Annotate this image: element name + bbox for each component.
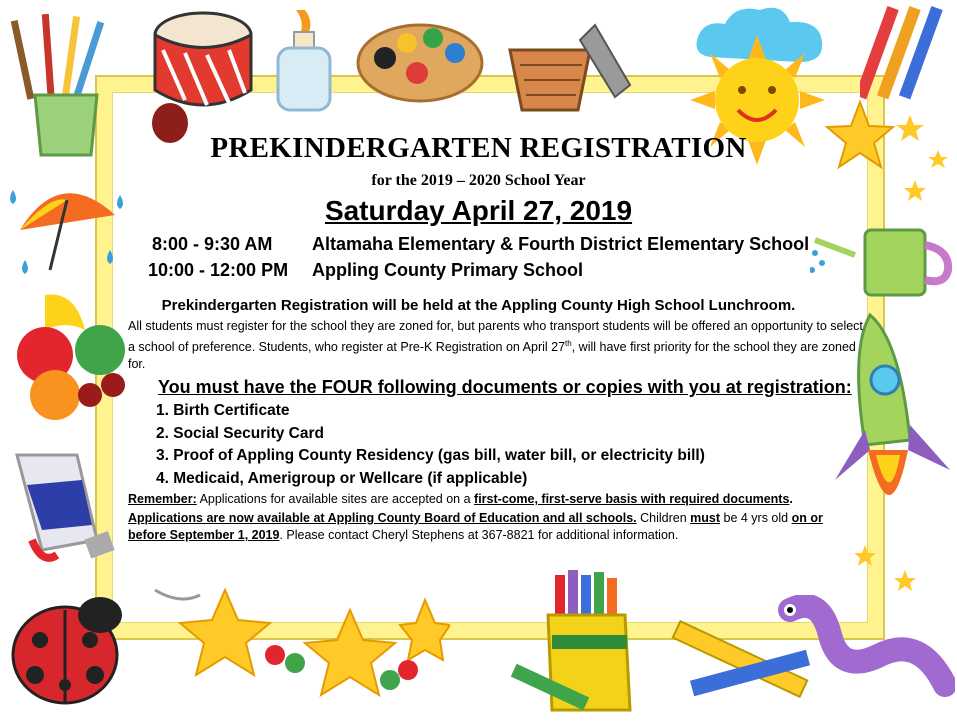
worm-icon [770, 595, 955, 710]
age-deadline: on or before September 1, 2019 [128, 511, 823, 542]
remember-text: Applications for available sites are accepted on a [196, 492, 475, 506]
document-item: 1. Birth Certificate [156, 402, 290, 419]
star-scatter-icon [850, 540, 930, 610]
registration-info-paragraph [128, 318, 863, 373]
info-superscript: th [565, 339, 572, 348]
age-must: must [690, 511, 721, 525]
age-text-mid: be 4 yrs old [720, 511, 792, 525]
availability-text: Applications are now available at Appling County Board of Education and all schools. [128, 511, 637, 525]
remember-label: Remember: [128, 492, 197, 506]
drum-icon [145, 5, 260, 145]
schedule-school-2: Appling County Primary School [312, 260, 584, 280]
remember-period: . [789, 492, 793, 506]
availability-paragraph [128, 510, 863, 544]
document-item: 4. Medicaid, Amerigroup or Wellcare (if applicable) [156, 470, 528, 487]
schedule-time-2: 10:00 - 12:00 PM [148, 260, 289, 280]
paint-tube-icon [2, 445, 122, 570]
ladybug-icon [5, 590, 130, 710]
remember-emphasis: first-come, first-serve basis with required documents [474, 492, 790, 506]
school-year-subtitle: for the 2019 – 2020 School Year [371, 172, 586, 189]
contact-text: . Please contact Cheryl Stephens at 367-8821 for additional information. [279, 528, 679, 542]
schedule-school-1: Altamaha Elementary & Fourth District Elementary School [312, 234, 810, 254]
info-text-part1: All students must register for the school they are zoned for, but parents who transport students will be offered an opportunity to select a school of preference. Students, who register at Pre-K Registration on April 27 [128, 319, 863, 355]
star-rattle-icon [140, 585, 450, 710]
flower-pot-icon [500, 15, 640, 120]
watering-can-icon [810, 215, 955, 305]
registration-location: Prekindergarten Registration will be held at the Appling County High School Lunchroom. [161, 297, 796, 314]
age-text-pre: Children [636, 511, 691, 525]
paint-palette-icon [355, 18, 485, 108]
info-text-part2: , will have first priority for the school they are zoned for. [128, 340, 856, 372]
crayon-stripes-icon [860, 5, 955, 105]
schedule-time-1: 8:00 - 9:30 AM [152, 234, 273, 254]
document-item: 2. Social Security Card [156, 425, 324, 442]
flyer-title: PREKINDERGARTEN REGISTRATION [210, 132, 747, 164]
glue-bottle-icon [272, 8, 337, 113]
crayon-box-icon [500, 560, 650, 718]
remember-line [128, 492, 793, 506]
registration-date: Saturday April 27, 2019 [324, 195, 633, 226]
documents-heading: You must have the FOUR following documents or copies with you at registration: [158, 377, 852, 397]
document-item: 3. Proof of Appling County Residency (gas bill, water bill, or electricity bill) [156, 447, 705, 464]
